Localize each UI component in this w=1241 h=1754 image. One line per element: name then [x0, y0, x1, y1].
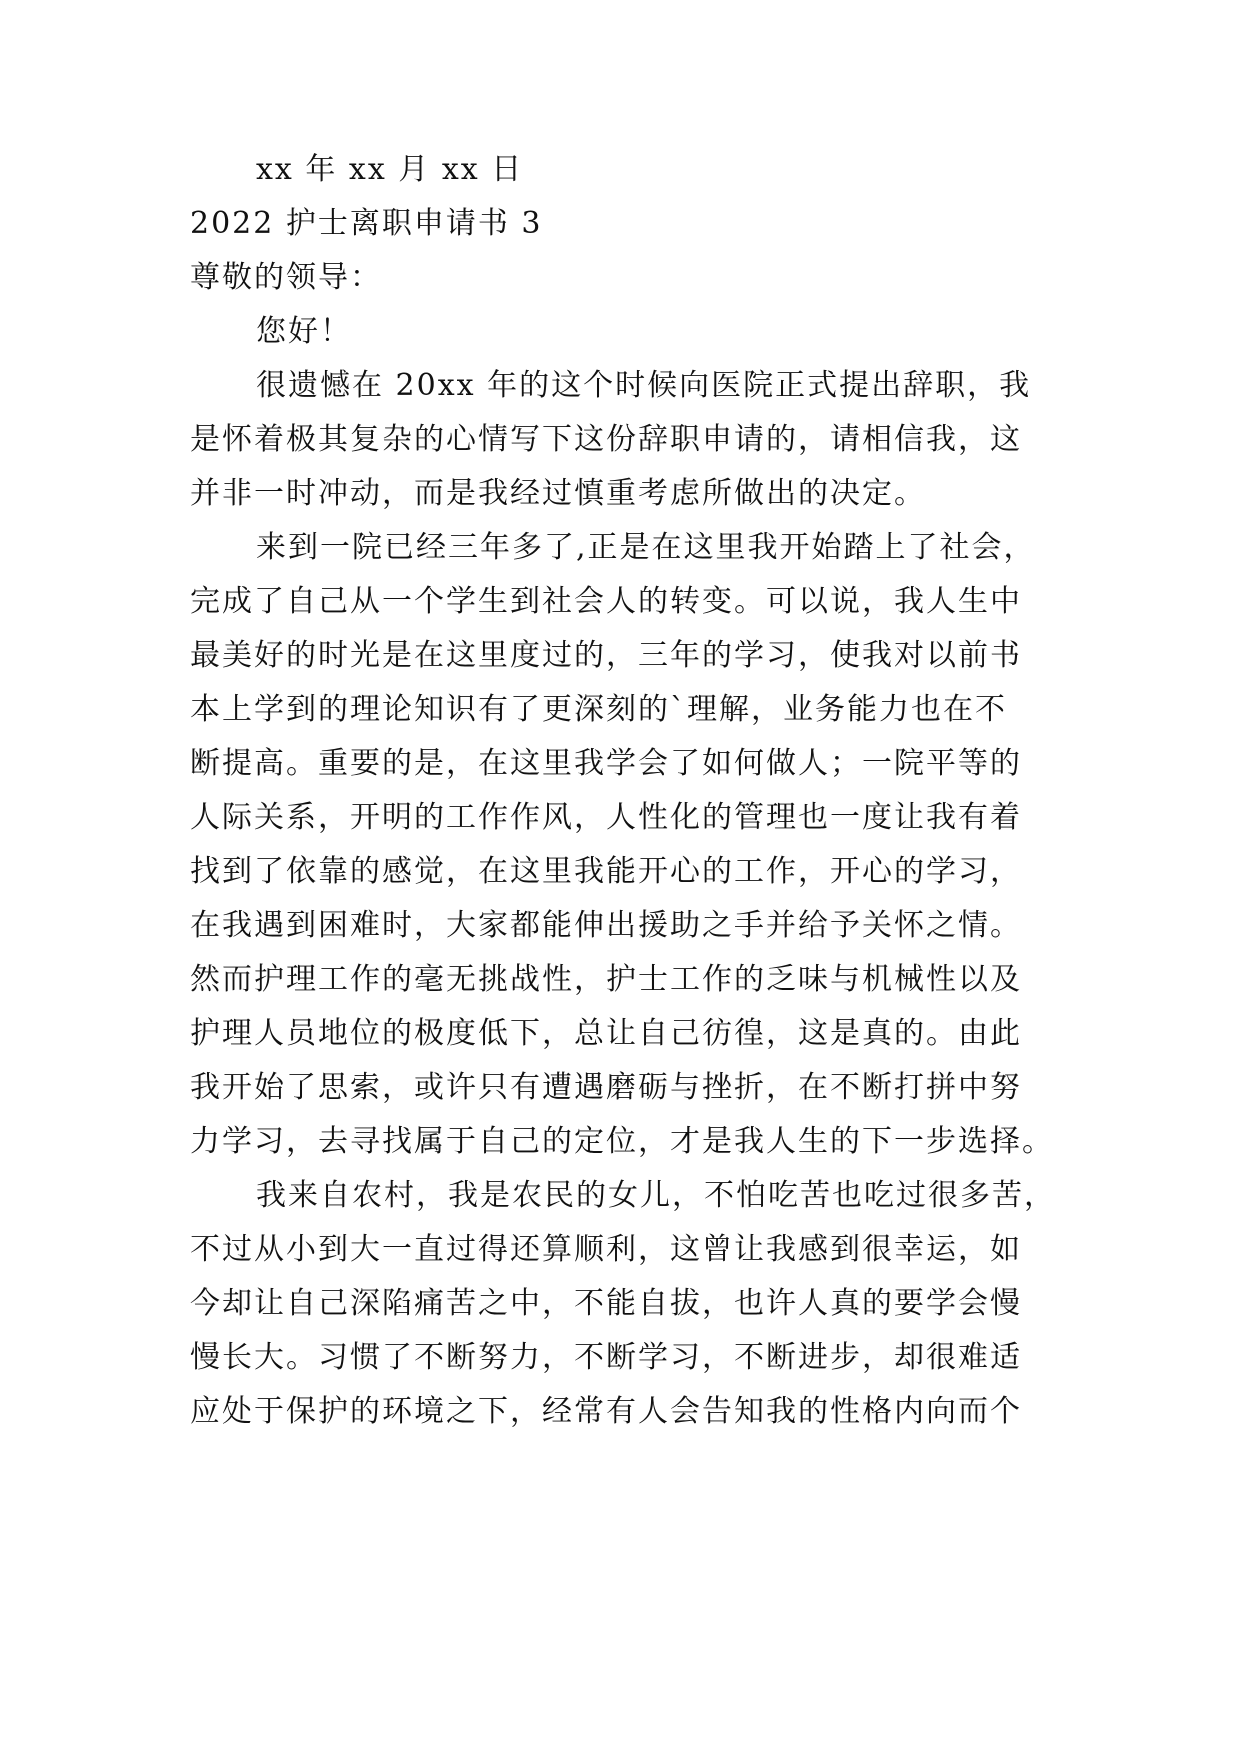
date-line: xx 年 xx 月 xx 日 — [256, 152, 524, 187]
paragraph-line: 断提高。重要的是，在这里我学会了如何做人；一院平等的 — [190, 746, 1022, 781]
paragraph-line: 最美好的时光是在这里度过的，三年的学习，使我对以前书 — [190, 638, 1022, 673]
document-title: 2022 护士离职申请书 3 — [190, 206, 543, 241]
paragraph-line: 我开始了思索，或许只有遭遇磨砺与挫折，在不断打拼中努 — [190, 1070, 1022, 1105]
paragraph-line: 找到了依靠的感觉，在这里我能开心的工作，开心的学习， — [190, 854, 1022, 889]
paragraph-line: 很遗憾在 20xx 年的这个时候向医院正式提出辞职，我 — [256, 368, 1032, 403]
paragraph-line: 应处于保护的环境之下，经常有人会告知我的性格内向而个 — [190, 1394, 1022, 1429]
salutation: 尊敬的领导： — [190, 260, 382, 295]
paragraph-line: 本上学到的理论知识有了更深刻的`理解，业务能力也在不 — [190, 692, 1007, 727]
paragraph-line: 今却让自己深陷痛苦之中，不能自拔，也许人真的要学会慢 — [190, 1286, 1022, 1321]
paragraph-line: 来到一院已经三年多了,正是在这里我开始踏上了社会， — [256, 530, 1036, 565]
greeting: 您好！ — [256, 314, 352, 349]
paragraph-line: 护理人员地位的极度低下，总让自己彷徨，这是真的。由此 — [190, 1016, 1022, 1051]
paragraph-line: 然而护理工作的毫无挑战性，护士工作的乏味与机械性以及 — [190, 962, 1022, 997]
paragraph-line: 人际关系，开明的工作作风，人性化的管理也一度让我有着 — [190, 800, 1022, 835]
paragraph-line: 我来自农村，我是农民的女儿，不怕吃苦也吃过很多苦， — [256, 1178, 1056, 1213]
paragraph-line: 力学习，去寻找属于自己的定位，才是我人生的下一步选择。 — [190, 1124, 1054, 1159]
paragraph-line: 慢长大。习惯了不断努力，不断学习，不断进步，却很难适 — [190, 1340, 1022, 1375]
paragraph-line: 在我遇到困难时，大家都能伸出援助之手并给予关怀之情。 — [190, 908, 1022, 943]
paragraph-line: 是怀着极其复杂的心情写下这份辞职申请的，请相信我，这 — [190, 422, 1022, 457]
paragraph-line: 完成了自己从一个学生到社会人的转变。可以说，我人生中 — [190, 584, 1022, 619]
paragraph-line: 不过从小到大一直过得还算顺利，这曾让我感到很幸运，如 — [190, 1232, 1022, 1267]
paragraph-line: 并非一时冲动，而是我经过慎重考虑所做出的决定。 — [190, 476, 926, 511]
